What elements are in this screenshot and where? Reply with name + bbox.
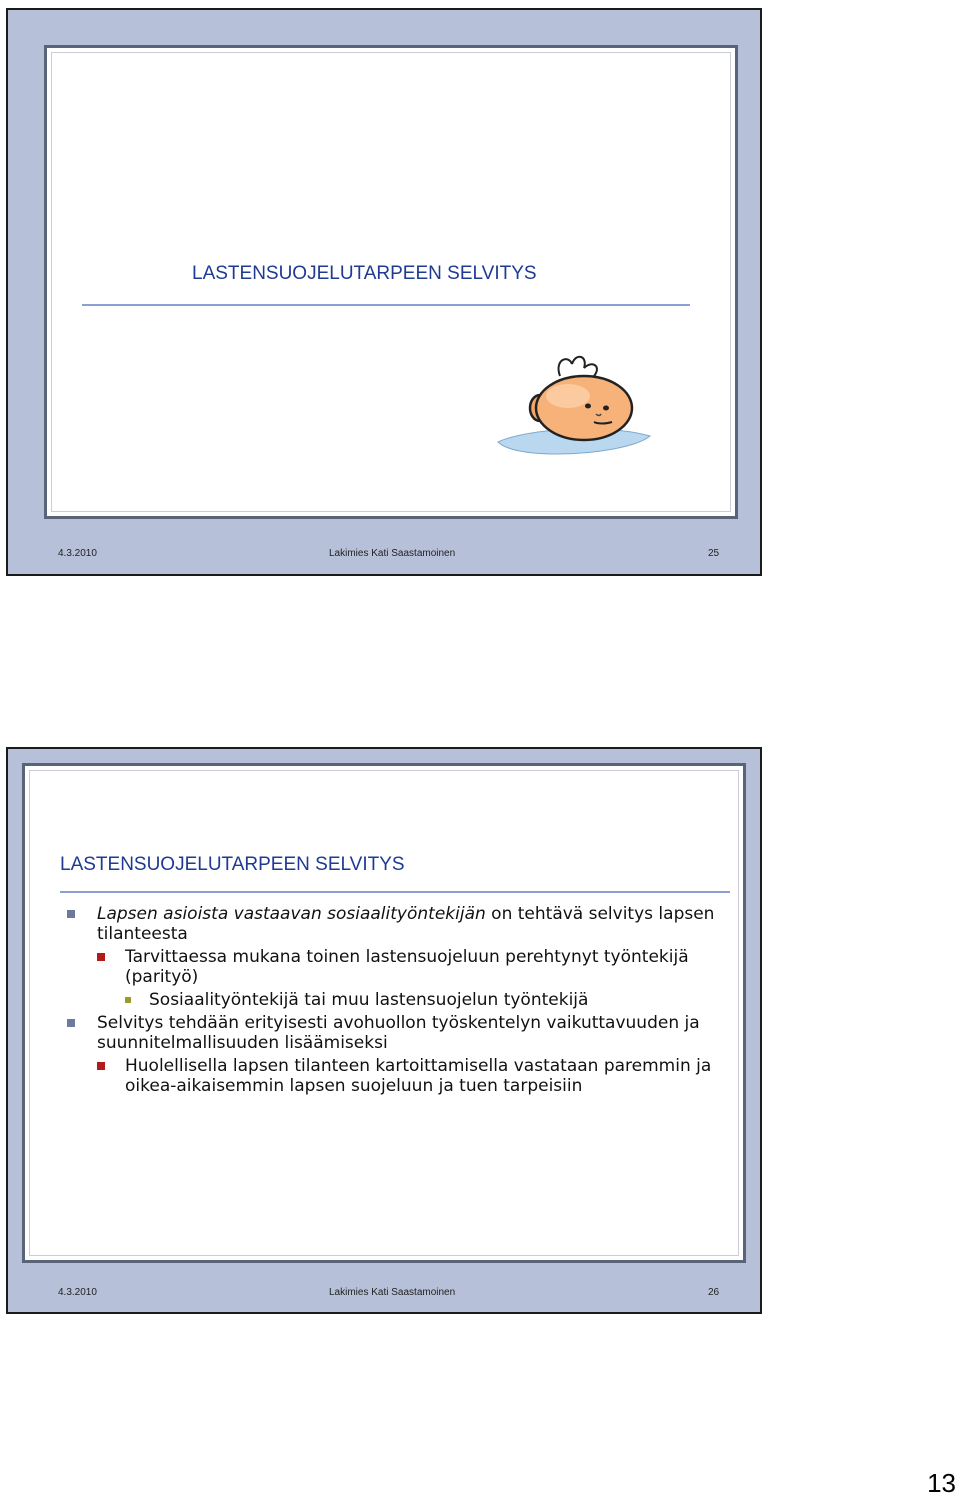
- slide-title: LASTENSUOJELUTARPEEN SELVITYS: [192, 263, 537, 284]
- slide-26: [6, 747, 762, 1314]
- slide-content-area: [22, 763, 746, 1263]
- bullet-square-icon: [67, 910, 75, 918]
- slide-25: [6, 8, 762, 576]
- bullet-item: [63, 1013, 743, 1053]
- footer-date: 4.3.2010: [58, 548, 97, 559]
- bullet-list: [63, 904, 743, 1096]
- bullet-text: Tarvittaessa mukana toinen lastensuojeluun perehtynyt työntekijä (parityö): [125, 947, 689, 987]
- page-number: 13: [927, 1468, 956, 1498]
- bullet-text: Selvitys tehdään erityisesti avohuollon työskentelyn vaikuttavuuden ja suunnitelmallisuuden lisäämiseksi: [97, 1013, 700, 1053]
- baby-head-clipart: [488, 350, 656, 460]
- footer-slide-number: 25: [708, 548, 720, 559]
- bullet-subsubitem: [63, 990, 743, 1010]
- title-underline: [60, 891, 730, 893]
- bullet-text: Huolellisella lapsen tilanteen kartoittamisella vastataan paremmin ja oikea-aikaisemmin lapsen suojeluun ja tuen tarpeisiin: [125, 1056, 712, 1096]
- bullet-square-icon: [67, 1019, 75, 1027]
- slide-title: LASTENSUOJELUTARPEEN SELVITYS: [60, 854, 405, 875]
- footer-slide-number: 26: [708, 1287, 720, 1298]
- footer-date: 4.3.2010: [58, 1287, 97, 1298]
- bullet-subitem: [63, 1056, 743, 1096]
- bullet-square-icon: [125, 997, 131, 1003]
- bullet-square-icon: [97, 1062, 105, 1070]
- footer-author: Lakimies Kati Saastamoinen: [329, 1287, 456, 1298]
- title-underline: [82, 304, 690, 306]
- bullet-square-icon: [97, 953, 105, 961]
- bullet-item: [63, 904, 743, 944]
- footer-author: Lakimies Kati Saastamoinen: [329, 548, 456, 559]
- bullet-text: Sosiaalityöntekijä tai muu lastensuojelun työntekijä: [149, 990, 589, 1010]
- bullet-text: on tehtävä selvitys lapsen tilanteesta: [97, 904, 715, 944]
- bullet-subitem: [63, 947, 743, 987]
- bullet-text-italic: Lapsen asioista vastaavan sosiaalityöntekijän: [97, 904, 486, 924]
